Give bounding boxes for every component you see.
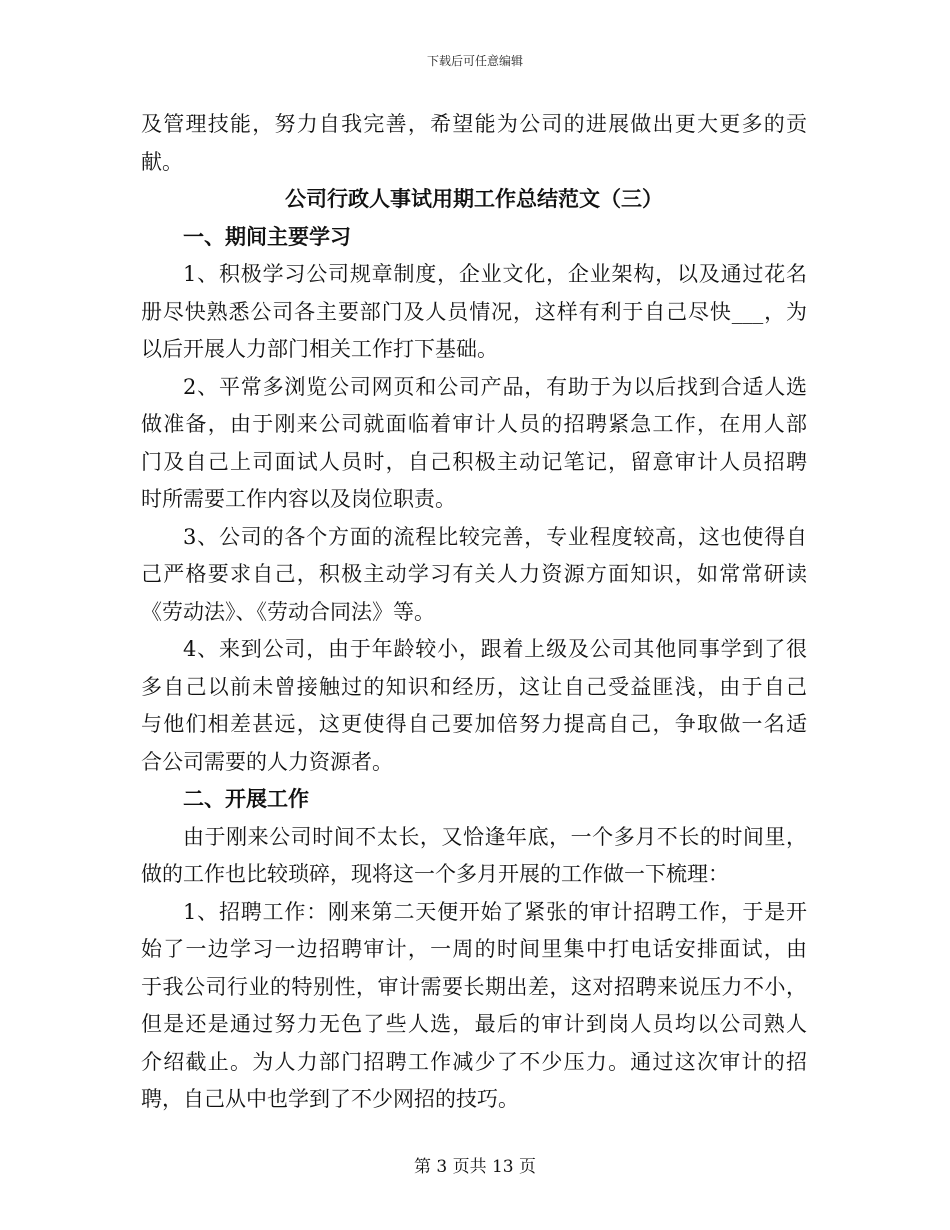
text-line: 册尽快熟悉公司各主要部门及人员情况，这样有利于自己尽快___，为 — [141, 299, 807, 324]
text-line: 时所需要工作内容以及岗位职责。 — [141, 487, 456, 511]
text-line: 做准备，由于刚来公司就面临着审计人员的招聘紧急工作，在用人部 — [141, 412, 807, 436]
text-line: 1、积极学习公司规章制度，企业文化，企业架构，以及通过花名 — [183, 262, 807, 286]
text-line: 门及自己上司面试人员时，自己积极主动记笔记，留意审计人员招聘 — [141, 449, 807, 474]
text-line: 《劳动法》、《劳动合同法》等。 — [141, 599, 435, 624]
paragraph-study-1 — [141, 256, 807, 369]
text-line: 与他们相差甚远，这更使得自己要加倍努力提高自己，争取做一名适 — [141, 712, 807, 736]
text-line: 以后开展人力部门相关工作打下基础。 — [141, 337, 498, 361]
text-line: 但是还是通过努力无色了些人选，最后的审计到岗人员均以公司熟人 — [141, 1012, 807, 1036]
document-body — [141, 106, 807, 1119]
section-heading-study: 一、期间主要学习 — [183, 224, 351, 249]
section-heading-work: 二、开展工作 — [183, 787, 309, 811]
text-line: 己严格要求自己，积极主动学习有关人力资源方面知识，如常常研读 — [141, 562, 807, 586]
text-line: 介绍截止。为人力部门招聘工作减少了不少压力。通过这次审计的招 — [141, 1049, 807, 1074]
text-line: 3、公司的各个方面的流程比较完善，专业程度较高，这也使得自 — [183, 524, 807, 549]
paragraph-work-intro — [141, 819, 807, 894]
paragraph-study-4 — [141, 631, 807, 781]
text-line: 聘，自己从中也学到了不少网招的技巧。 — [141, 1087, 519, 1111]
text-line: 献。 — [141, 149, 183, 174]
header-note: 下载后可任意编辑 — [426, 54, 523, 68]
page-footer: 第 3 页共 13 页 — [413, 1157, 537, 1177]
text-line: 1、招聘工作：刚来第二天便开始了紧张的审计招聘工作，于是开 — [183, 899, 807, 924]
paragraph-work-recruiting — [141, 894, 807, 1119]
text-line: 2、平常多浏览公司网页和公司产品，有助于为以后找到合适人选 — [183, 374, 807, 399]
paragraph-study-3 — [141, 519, 807, 632]
text-line: 于我公司行业的特别性，审计需要长期出差，这对招聘来说压力不小， — [141, 974, 807, 999]
intro-paragraph — [141, 106, 807, 181]
text-line: 始了一边学习一边招聘审计，一周的时间里集中打电话安排面试，由 — [141, 937, 807, 961]
text-line: 及管理技能，努力自我完善，希望能为公司的进展做出更大更多的贡 — [141, 112, 807, 136]
text-line: 多自己以前未曾接触过的知识和经历，这让自己受益匪浅，由于自己 — [141, 674, 807, 699]
text-line: 合公司需要的人力资源者。 — [141, 749, 393, 774]
text-line: 4、来到公司，由于年龄较小，跟着上级及公司其他同事学到了很 — [183, 637, 807, 661]
text-line: 由于刚来公司时间不太长，又恰逢年底，一个多月不长的时间里， — [183, 824, 807, 849]
paragraph-study-2 — [141, 369, 807, 519]
document-title: 公司行政人事试用期工作总结范文（三） — [285, 187, 663, 211]
text-line: 做的工作也比较琐碎，现将这一个多月开展的工作做一下梳理： — [141, 862, 729, 886]
